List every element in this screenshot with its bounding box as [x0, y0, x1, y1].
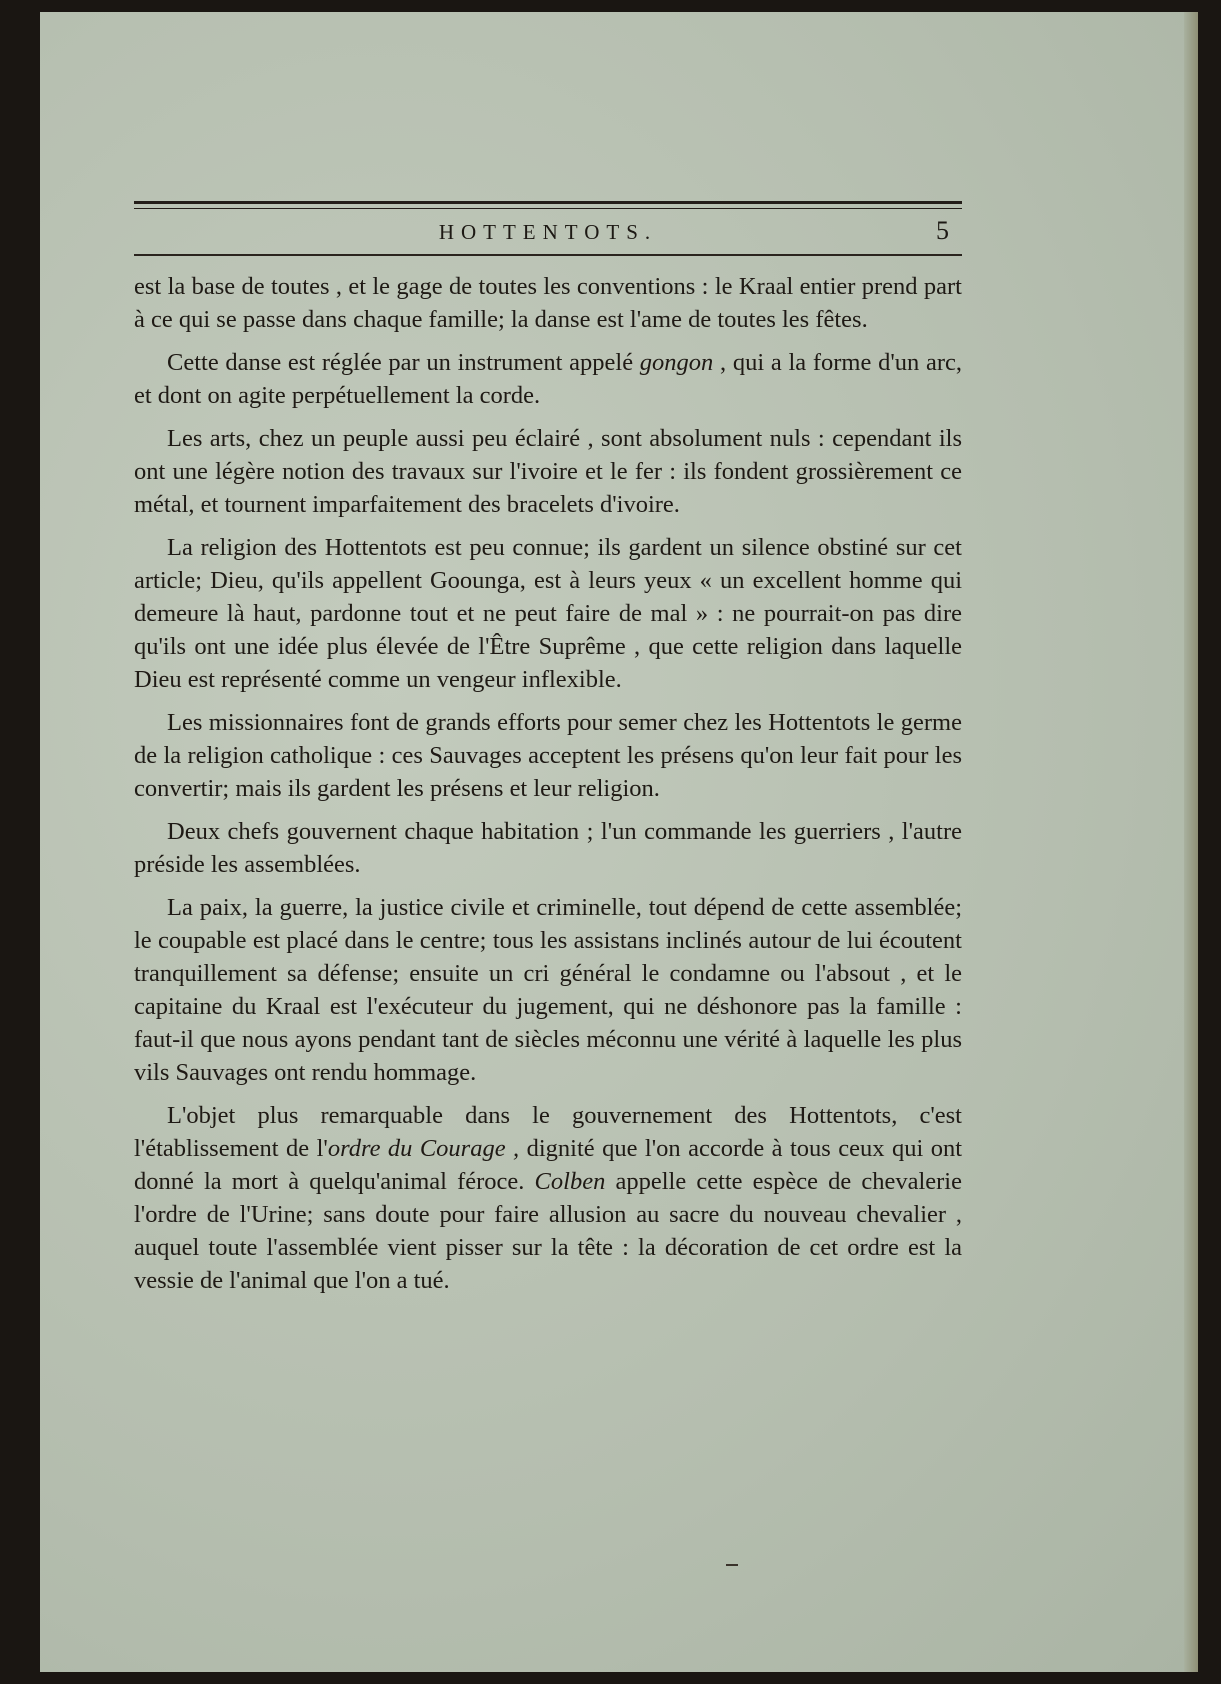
- paragraph: [134, 706, 962, 805]
- text-run: La paix, la guerre, la justice civile et criminelle, tout dépend de cette assemblée; le coupable est placé dans le centre; tous les assistans inclinés autour de lui écoutent tranquillement sa défense; ensuite un cri général le condamne ou l'absout , et le capitaine du Kraal est l'exécuteur du jugement, qui ne déshonore pas la famille : faut-il que nous ayons pendant tant de siècles méconnu une vérité à laquelle les plus vils Sauvages ont rendu hommage.: [134, 894, 962, 1086]
- text-run: dignité que l'on accorde à tous ceux qui ont donné la mort à quelqu'animal féroce.: [134, 1135, 963, 1195]
- text-run: La religion des Hottentots est peu connue; ils gardent un silence obstiné sur cet article; Dieu, qu'ils appellent Goounga, est à leurs yeux « un excellent homme qui demeure là haut, pardonne tout et ne peut faire de mal » : ne pourrait-on pas dire qu'ils ont une idée plus élevée de l'Être Suprême , que cette religion dans laquelle Dieu est représenté comme un vengeur inflexible.: [134, 534, 962, 693]
- text-run: est la base de toutes , et le gage de toutes les conventions : le Kraal entier prend part à ce qui se passe dans chaque famille; la danse est l'ame de toutes les fêtes.: [134, 273, 962, 333]
- italic-text: ordre du Courage ,: [327, 1135, 520, 1162]
- text-run: Cette danse est réglée par un instrument appelé: [167, 349, 640, 376]
- paragraph: [134, 891, 962, 1089]
- text-run: Les missionnaires font de grands efforts pour semer chez les Hottentots le germe de la religion catholique : ces Sauvages acceptent les présens qu'on leur fait pour les convertir; mais ils gardent les présens et leur religion.: [134, 709, 962, 802]
- paragraph: [134, 422, 962, 521]
- header-rule-bottom: [134, 254, 962, 256]
- paragraph: [134, 346, 962, 412]
- header-rule-thin: [134, 208, 962, 209]
- text-run: Les arts, chez un peuple aussi peu éclairé , sont absolument nuls : cependant ils ont une légère notion des travaux sur l'ivoire et le fer : ils fondent grossièrement ce métal, et tournent imparfaitement des bracelets d'ivoire.: [134, 425, 962, 518]
- paragraph: [134, 1099, 962, 1297]
- italic-text: Colben: [534, 1168, 606, 1195]
- page-edge: [1184, 12, 1198, 1672]
- text-run: L'objet plus remarquable dans le gouvernement des Hottentots, c'est l'établissement de l': [134, 1102, 962, 1162]
- italic-text: gongon: [639, 349, 714, 376]
- body-text: [134, 270, 962, 1307]
- text-run: , qui a la forme d'un arc, et dont on agite perpétuellement la corde.: [134, 349, 962, 409]
- book-page: [40, 12, 1198, 1672]
- header-rule-thick: [134, 201, 962, 204]
- running-head: HOTTENTOTS.: [438, 220, 658, 244]
- page-number: 5: [936, 216, 949, 245]
- signature-mark: [726, 1564, 738, 1566]
- text-run: appelle cette espèce de chevalerie l'ordre de l'Urine; sans doute pour faire allusion au sacre du nouveau chevalier , auquel toute l'assemblée vient pisser sur la tête : la décoration de cet ordre est la vessie de l'animal que l'on a tué.: [134, 1168, 962, 1294]
- paragraph: [134, 270, 962, 336]
- paragraph: [134, 531, 962, 696]
- paragraph: [134, 815, 962, 881]
- text-run: Deux chefs gouvernent chaque habitation ; l'un commande les guerriers , l'autre préside les assemblées.: [134, 818, 962, 878]
